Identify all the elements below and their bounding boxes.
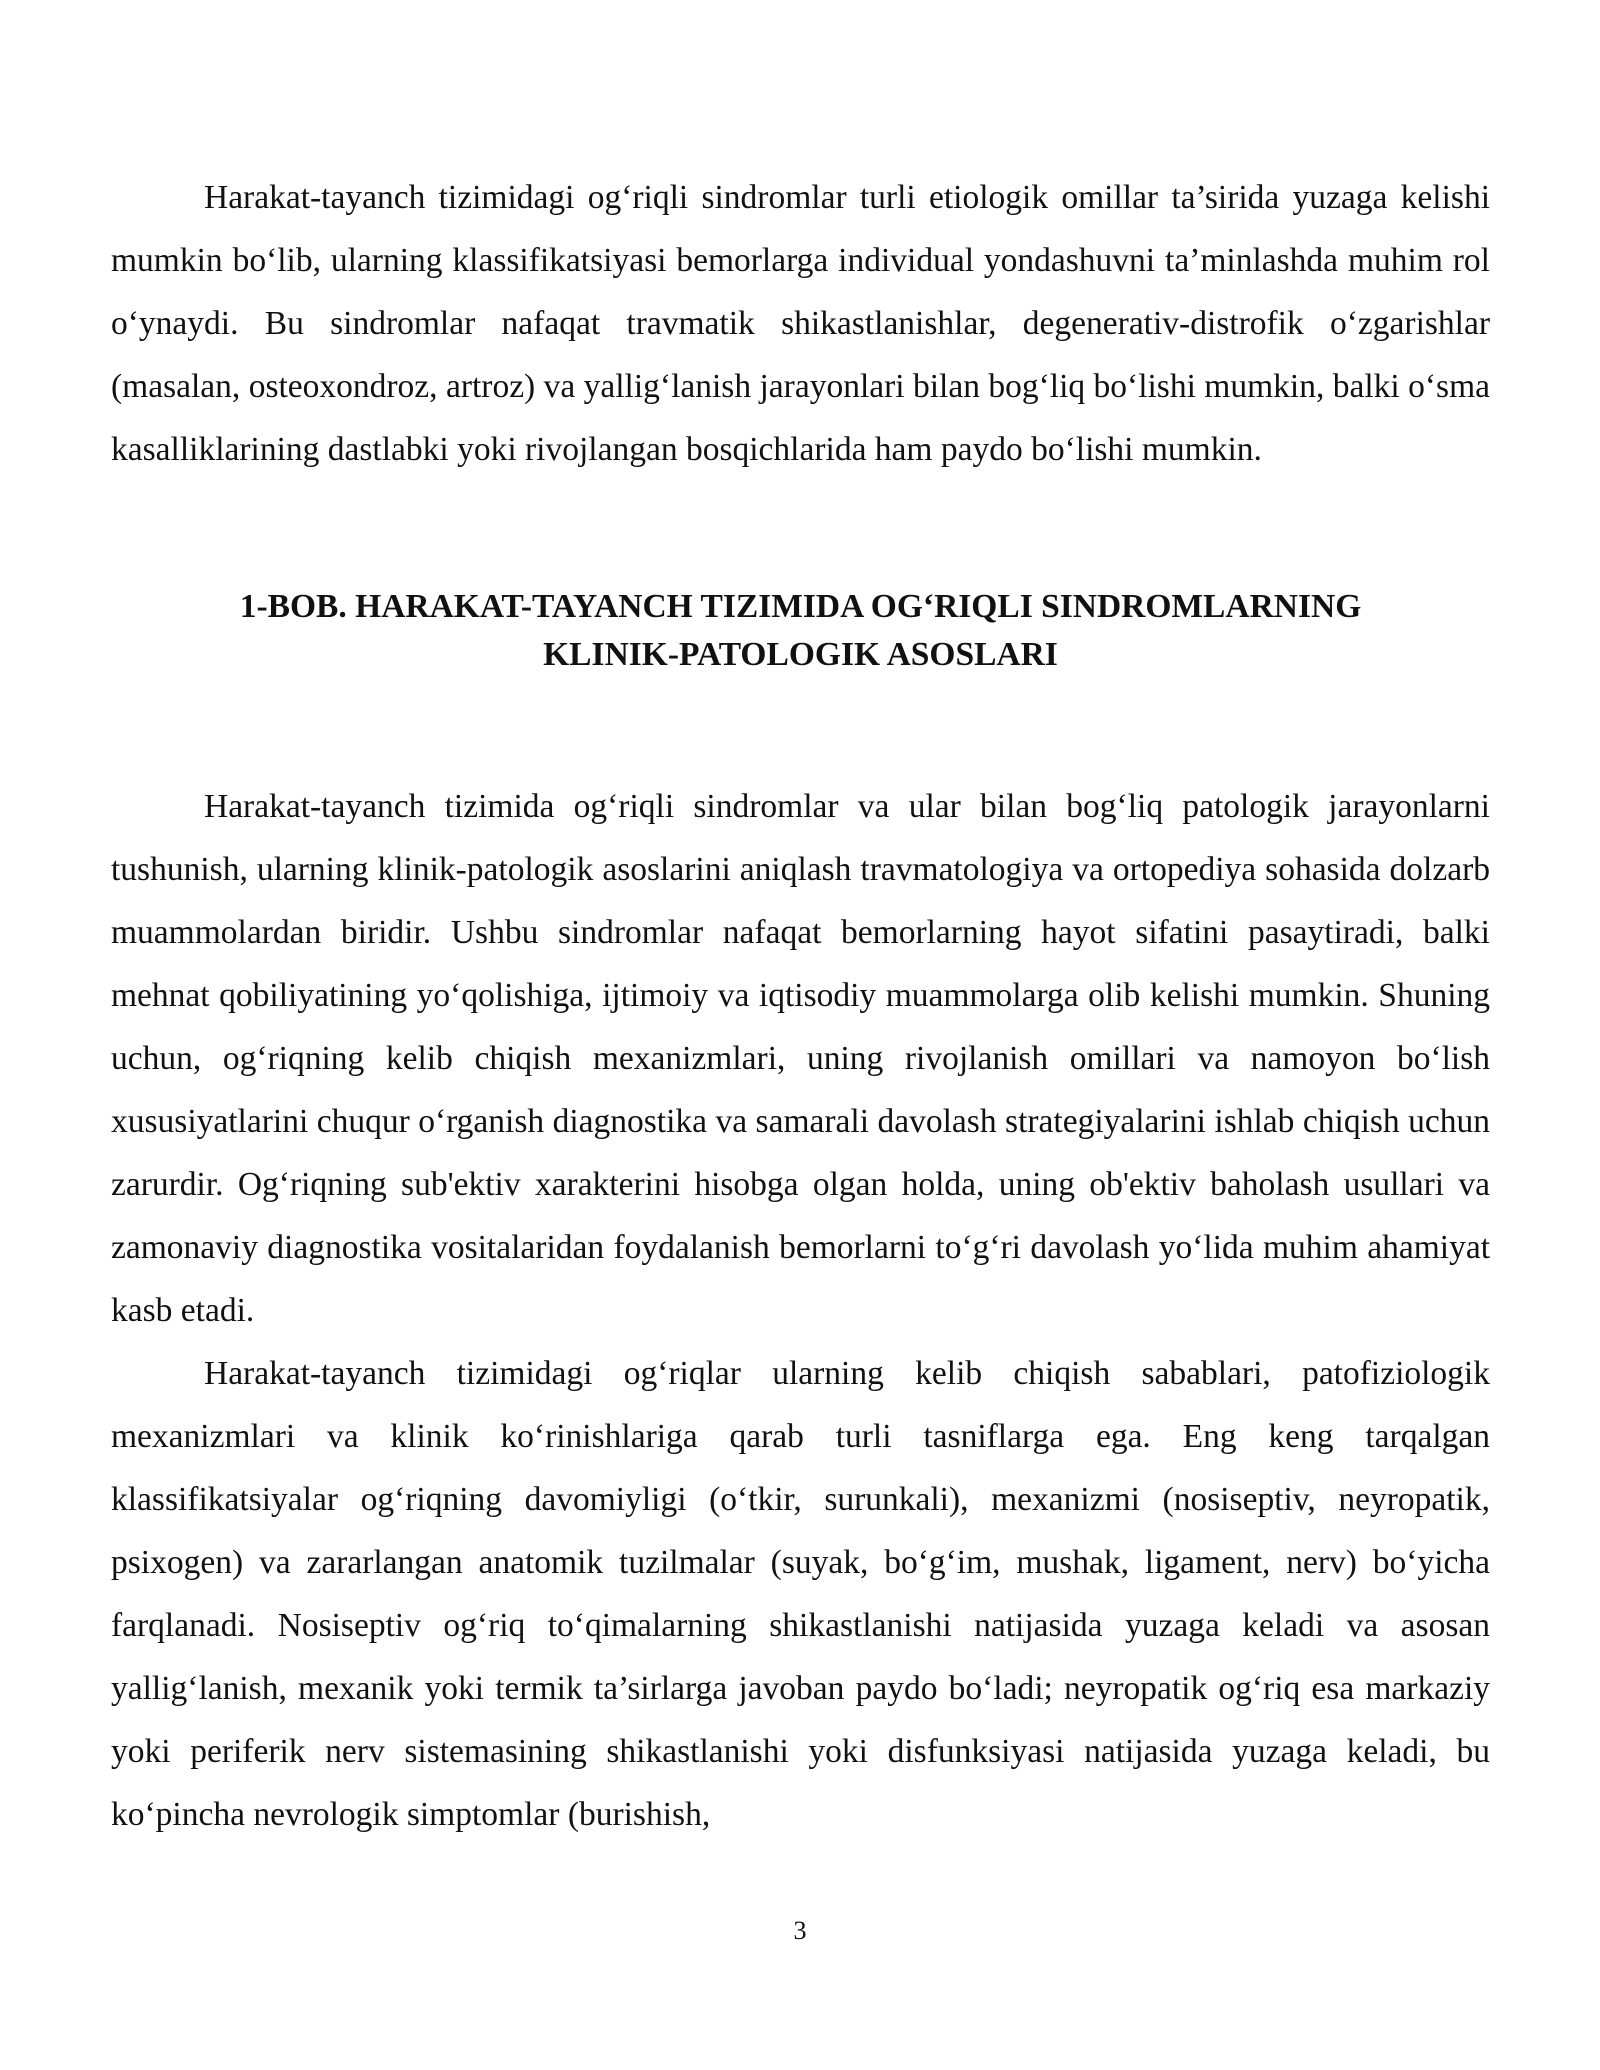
chapter-heading-line-2: KLINIK-PATOLOGIK ASOSLARI — [543, 636, 1058, 673]
spacer — [111, 679, 1490, 775]
page-number: 3 — [793, 1916, 807, 1945]
chapter-heading-line-1: 1-BOB. HARAKAT-TAYANCH TIZIMIDA OG‘RIQLI SINDROMLARNING — [239, 588, 1362, 625]
body-paragraph-2: Harakat-tayanch tizimidagi og‘riqlar ularning kelib chiqish sabablari, patofiziologik mexanizmlari va klinik ko‘rinishlariga qarab turli tasniflarga ega. Eng keng tarqalgan klassifikatsiyalar og‘riqning davomiyligi (o‘tkir, surunkali), mexanizmi (nosiseptiv, neyropatik, psixogen) va zararlangan anatomik tuzilmalar (suyak, bo‘g‘im, mushak, ligament, nerv) bo‘yicha farqlanadi. Nosiseptiv og‘riq to‘qimalarning shikastlanishi natijasida yuzaga keladi va asosan yallig‘lanish, mexanik yoki termik ta’sirlarga javoban paydo bo‘ladi; neyropatik og‘riq esa markaziy yoki periferik nerv sistemasining shikastlanishi yoki disfunksiyasi natijasida yuzaga keladi, bu ko‘pincha nevrologik simptomlar (burishish, — [111, 1355, 1490, 1833]
intro-paragraph: Harakat-tayanch tizimidagi og‘riqli sindromlar turli etiologik omillar ta’sirida yuzaga kelishi mumkin bo‘lib, ularning klassifikatsiyasi bemorlarga individual yondashuvni ta’minlashda muhim rol o‘ynaydi. Bu sindromlar nafaqat travmatik shikastlanishlar, degenerativ-distrofik o‘zgarishlar (masalan, osteoxondroz, artroz) va yallig‘lanish jarayonlari bilan bog‘liq bo‘lishi mumkin, balki o‘sma kasalliklarining dastlabki yoki rivojlangan bosqichlarida ham paydo bo‘lishi mumkin. — [111, 179, 1490, 468]
chapter-heading — [111, 583, 1490, 679]
body-paragraph-1: Harakat-tayanch tizimida og‘riqli sindromlar va ular bilan bog‘liq patologik jarayonlarni tushunish, ularning klinik-patologik asoslarini aniqlash travmatologiya va ortopediya sohasida dolzarb muammolardan biridir. Ushbu sindromlar nafaqat bemorlarning hayot sifatini pasaytiradi, balki mehnat qobiliyatining yo‘qolishiga, ijtimoiy va iqtisodiy muammolarga olib kelishi mumkin. Shuning uchun, og‘riqning kelib chiqish mexanizmlari, uning rivojlanish omillari va namoyon bo‘lish xususiyatlarini chuqur o‘rganish diagnostika va samarali davolash strategiyalarini ishlab chiqish uchun zarurdir. Og‘riqning sub'ektiv xarakterini hisobga olgan holda, uning ob'ektiv baholash usullari va zamonaviy diagnostika vositalaridan foydalanish bemorlarni to‘g‘ri davolash yo‘lida muhim ahamiyat kasb etadi. — [111, 788, 1490, 1329]
document-page — [111, 166, 1490, 1846]
spacer — [111, 481, 1490, 583]
